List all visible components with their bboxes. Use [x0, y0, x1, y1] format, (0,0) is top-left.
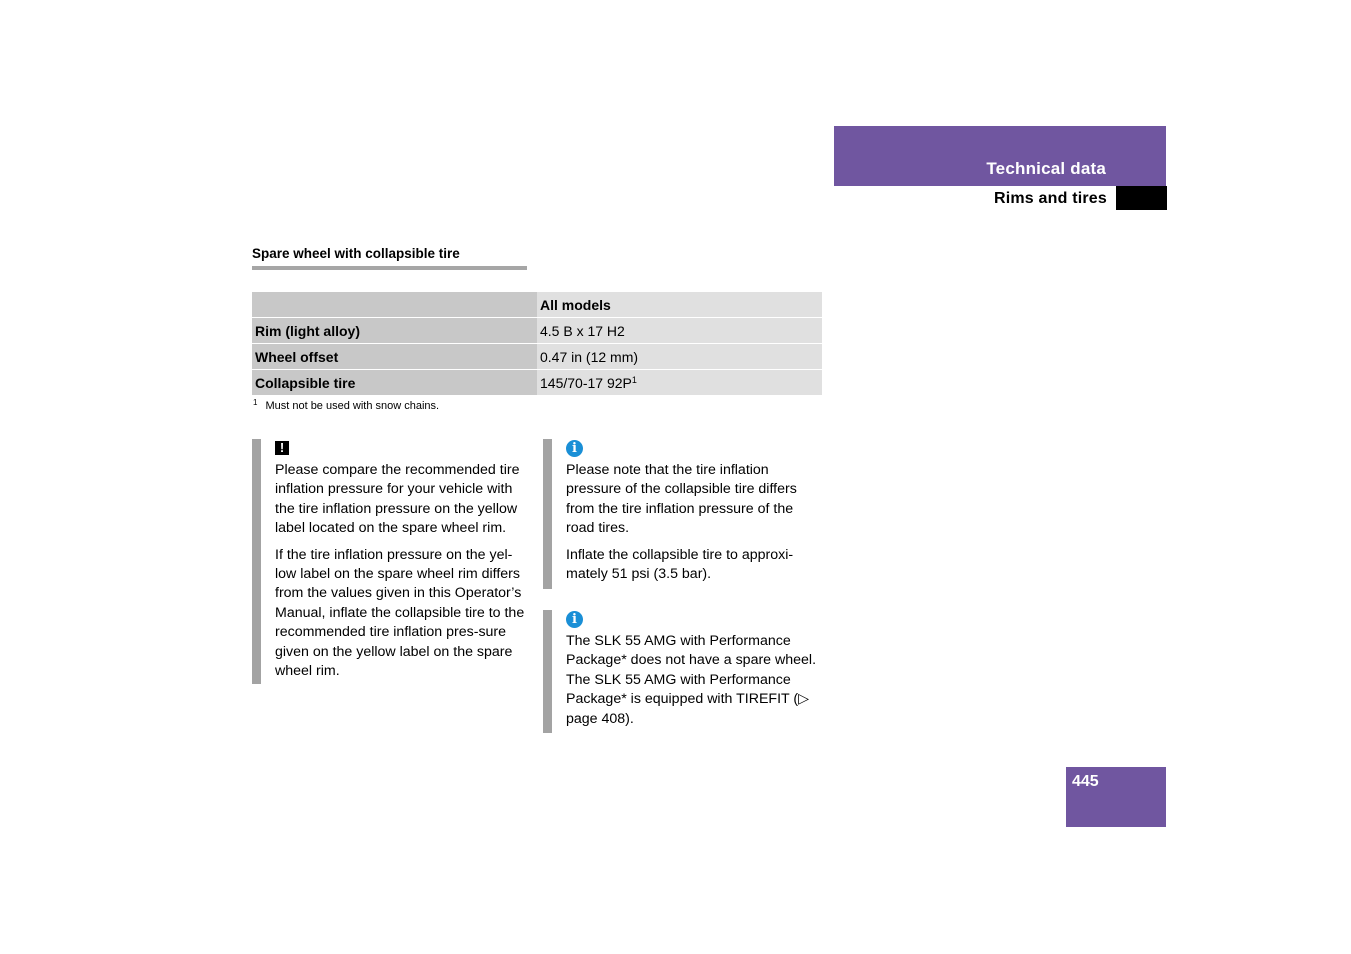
info-note-bar — [543, 439, 552, 589]
table-row — [252, 344, 822, 370]
table-row — [252, 318, 822, 344]
section-underline — [252, 266, 527, 270]
chapter-title: Technical data — [986, 159, 1106, 178]
warning-paragraph: Please compare the recommended tire inflation pressure for your vehicle with the tire inflation pressure on the yellow label located on the spare wheel rim. — [275, 462, 520, 537]
row-label: Rim (light alloy) — [252, 318, 537, 344]
warning-note-bar — [252, 439, 261, 684]
page-number: 445 — [1072, 773, 1099, 790]
row-value-text: 145/70-17 92P — [540, 374, 632, 391]
info-icon: i — [566, 440, 583, 457]
table-footnote — [253, 398, 439, 412]
warning-paragraph: If the tire inflation pressure on the yel-low label on the spare wheel rim differs from the values given in this Operator’s Manual, inflate the collapsible tire to the recommended tire inflation pres-sure given on the yellow label on the spare wheel rim. — [275, 546, 525, 680]
footnote-number: 1 — [253, 398, 258, 407]
footnote-ref: 1 — [631, 374, 637, 385]
section-tab-marker — [1116, 186, 1167, 210]
row-value-text: 4.5 B x 17 H2 — [540, 322, 625, 339]
info-icon: i — [566, 611, 583, 628]
info-paragraph: Inflate the collapsible tire to approxi-mately 51 psi (3.5 bar). — [566, 546, 794, 583]
info-note-content — [566, 439, 818, 591]
table-header-empty — [252, 292, 537, 318]
footnote-text: Must not be used with snow chains. — [265, 400, 440, 412]
spec-table — [252, 292, 822, 396]
chapter-header-box — [834, 126, 1166, 186]
row-value — [537, 318, 822, 344]
warning-note-content — [275, 439, 527, 688]
row-value — [537, 344, 822, 370]
row-label: Collapsible tire — [252, 370, 537, 396]
info-note-inflation — [543, 439, 822, 589]
table-header-row — [252, 292, 822, 318]
info-note-content — [566, 610, 818, 736]
row-value — [537, 370, 822, 396]
section-title: Spare wheel with collapsible tire — [252, 246, 460, 261]
warning-note — [252, 439, 527, 684]
info-note-bar — [543, 610, 552, 733]
info-note-amg — [543, 610, 822, 733]
info-paragraph: Please note that the tire inflation pressure of the collapsible tire differs from the tire inflation pressure of the road tires. — [566, 462, 797, 537]
row-label: Wheel offset — [252, 344, 537, 370]
table-header-all-models: All models — [537, 292, 822, 318]
table-row — [252, 370, 822, 396]
row-value-text: 0.47 in (12 mm) — [540, 348, 639, 365]
info-paragraph: The SLK 55 AMG with Performance Package* does not have a spare wheel. The SLK 55 AMG with Performance Package* is equipped with TIREFIT (▷ page 408). — [566, 633, 817, 727]
section-header: Rims and tires — [993, 190, 1107, 207]
page-number-box — [1066, 767, 1166, 827]
warning-icon: ! — [275, 441, 289, 455]
